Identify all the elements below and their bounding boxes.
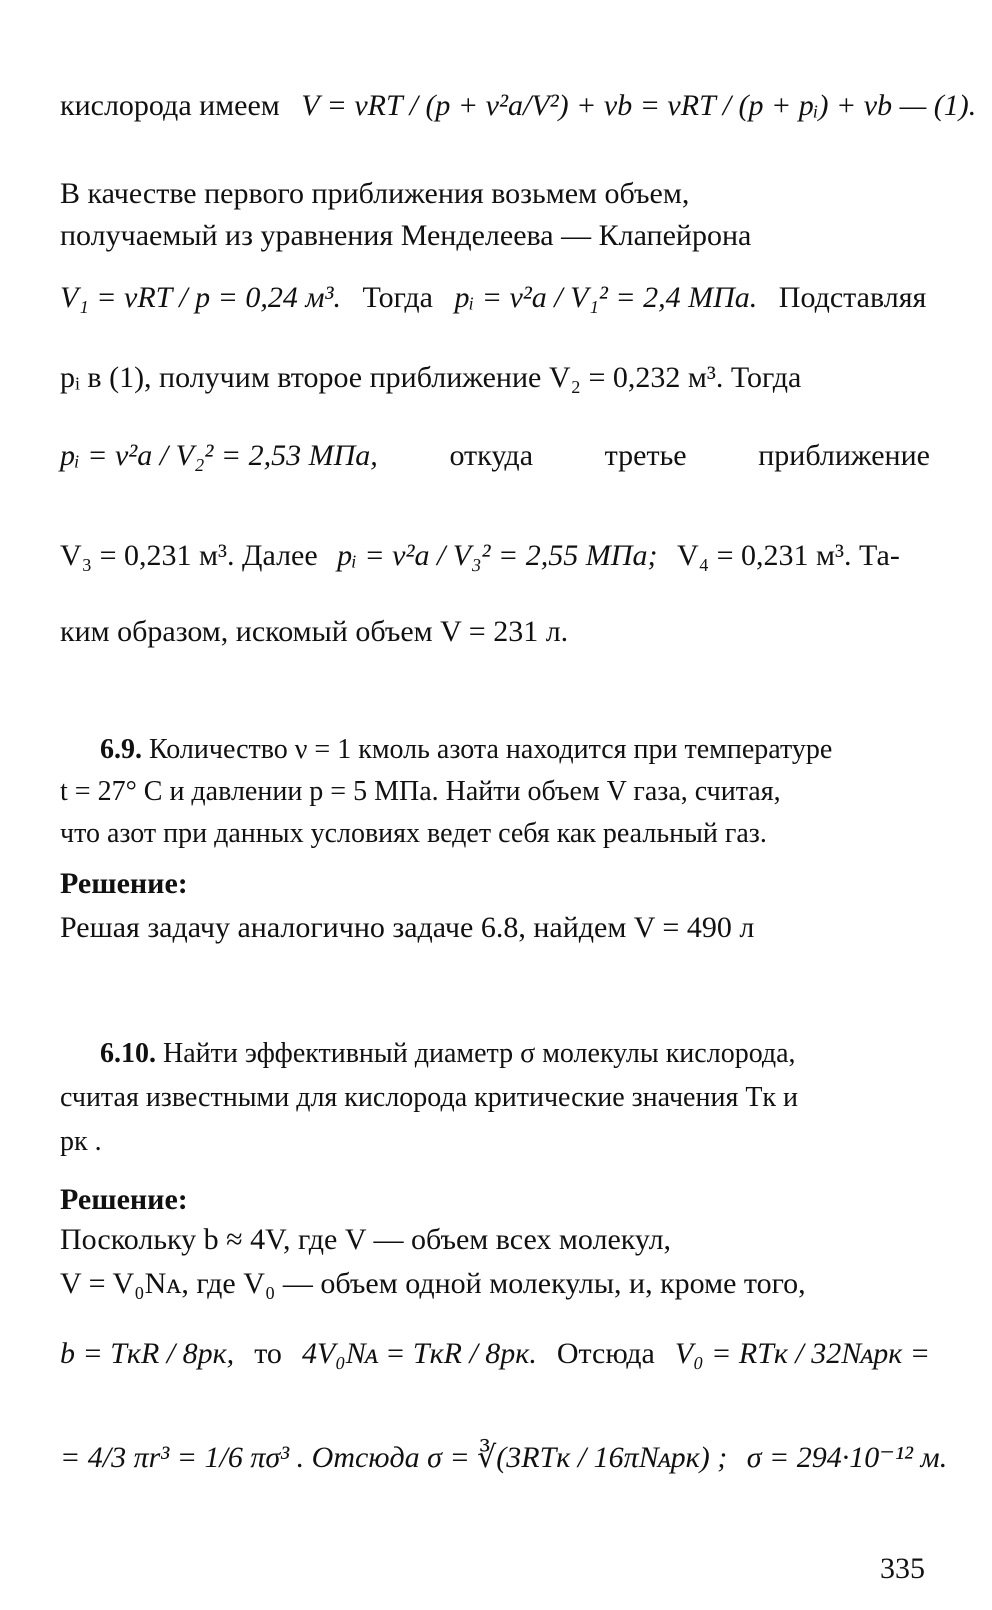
line-7-a: V₃ = 0,231 м³. Далее: [60, 539, 318, 572]
line-3-text: получаемый из уравнения Менделеева — Клапейрона: [60, 219, 752, 252]
text-line-5: [60, 360, 930, 396]
problem-6-9-text-2: t = 27° C и давлении p = 5 МПа. Найти объем V газа, считая,: [60, 776, 781, 807]
text-line-6: [60, 438, 930, 474]
formula-pi-2: pᵢ = ν²a / V₂² = 2,53 МПа,: [60, 439, 378, 472]
problem-6-10-solution-line-2: V = V₀Nᴀ, где V₀ — объем одной молекулы, и, кроме того,: [60, 1267, 806, 1300]
problem-6-10-line-1: [60, 1036, 930, 1072]
problem-6-9-text-1: Количество ν = 1 кмоль азота находится при температуре: [149, 734, 833, 765]
line-6-word-2: третье: [604, 439, 687, 472]
line-5-text: pᵢ в (1), получим второе приближение V₂ = 0,232 м³. Тогда: [60, 361, 802, 394]
problem-6-10-number: 6.10.: [100, 1038, 156, 1069]
problem-6-9-line-1: [60, 732, 930, 768]
problem-6-10-solution-line-4: [60, 1440, 948, 1476]
problem-6-10-text-2: считая известными для кислорода критические значения Tк и: [60, 1082, 799, 1113]
problem-6-10-solution-heading: Решение:: [60, 1183, 188, 1216]
formula-sigma-derivation: = 4/3 πr³ = 1/6 πσ³ . Отсюда σ = ∛(3RTк / 16πNᴀpк) ;: [60, 1441, 728, 1474]
line-1-prefix: кислорода имеем: [60, 89, 280, 122]
line-2-text: В качестве первого приближения возьмем объем,: [60, 177, 690, 210]
problem-6-9-line-2: [60, 774, 930, 810]
formula-4v0na: 4V₀Nᴀ = TкR / 8pк.: [301, 1337, 537, 1370]
problem-6-9-line-3: [60, 816, 930, 852]
formula-pi-1: pᵢ = ν²a / V₁² = 2,4 МПа.: [454, 281, 758, 314]
problem-6-10-solution-line-3: [60, 1336, 930, 1372]
line-6-word-1: откуда: [449, 439, 534, 472]
line-6-word-3: приближение: [758, 439, 930, 472]
problem-6-10-line-3: [60, 1124, 930, 1160]
text-line-7: [60, 538, 930, 574]
formula-sigma-result: σ = 294·10⁻¹² м.: [746, 1441, 948, 1474]
text-line-1: [60, 88, 977, 124]
line-7-b: V₄ = 0,231 м³. Та-: [676, 539, 900, 572]
text-line-2: [60, 176, 930, 212]
problem-6-9-solution-heading: Решение:: [60, 867, 188, 900]
line-4-mid: Тогда: [362, 281, 433, 314]
problem-6-9-solution: Решая задачу аналогично задаче 6.8, найдем V = 490 л: [60, 911, 755, 944]
line-8-text: ким образом, искомый объем V = 231 л.: [60, 615, 569, 648]
formula-v1: V₁ = νRT / p = 0,24 м³.: [60, 281, 342, 314]
problem-6-9-number: 6.9.: [100, 734, 142, 765]
formula-b: b = TкR / 8pк,: [60, 1337, 235, 1370]
formula-volume-iteration: V = νRT / (p + ν²a/V²) + νb = νRT / (p + pᵢ) + νb — (1).: [301, 89, 977, 122]
line-4-end: Подставляя: [778, 281, 927, 314]
formula-pi-3: pᵢ = ν²a / V₃² = 2,55 МПа;: [337, 539, 658, 572]
page-number: 335: [880, 1552, 925, 1585]
text-line-4: [60, 280, 930, 316]
problem-6-9-text-3: что азот при данных условиях ведет себя как реальный газ.: [60, 818, 767, 849]
text-line-8: [60, 614, 930, 650]
formula-v0: V₀ = RTк / 32Nᴀpк =: [674, 1337, 930, 1370]
problem-6-10-solution-line-1: Поскольку b ≈ 4V, где V — объем всех молекул,: [60, 1223, 672, 1256]
solution-word-otsyuda: Отсюда: [556, 1337, 655, 1370]
problem-6-10-text-1: Найти эффективный диаметр σ молекулы кислорода,: [163, 1038, 796, 1069]
problem-6-10-text-3: pк .: [60, 1126, 102, 1157]
text-line-3: [60, 218, 930, 254]
problem-6-10-line-2: [60, 1080, 930, 1116]
solution-word-to: то: [254, 1337, 282, 1370]
